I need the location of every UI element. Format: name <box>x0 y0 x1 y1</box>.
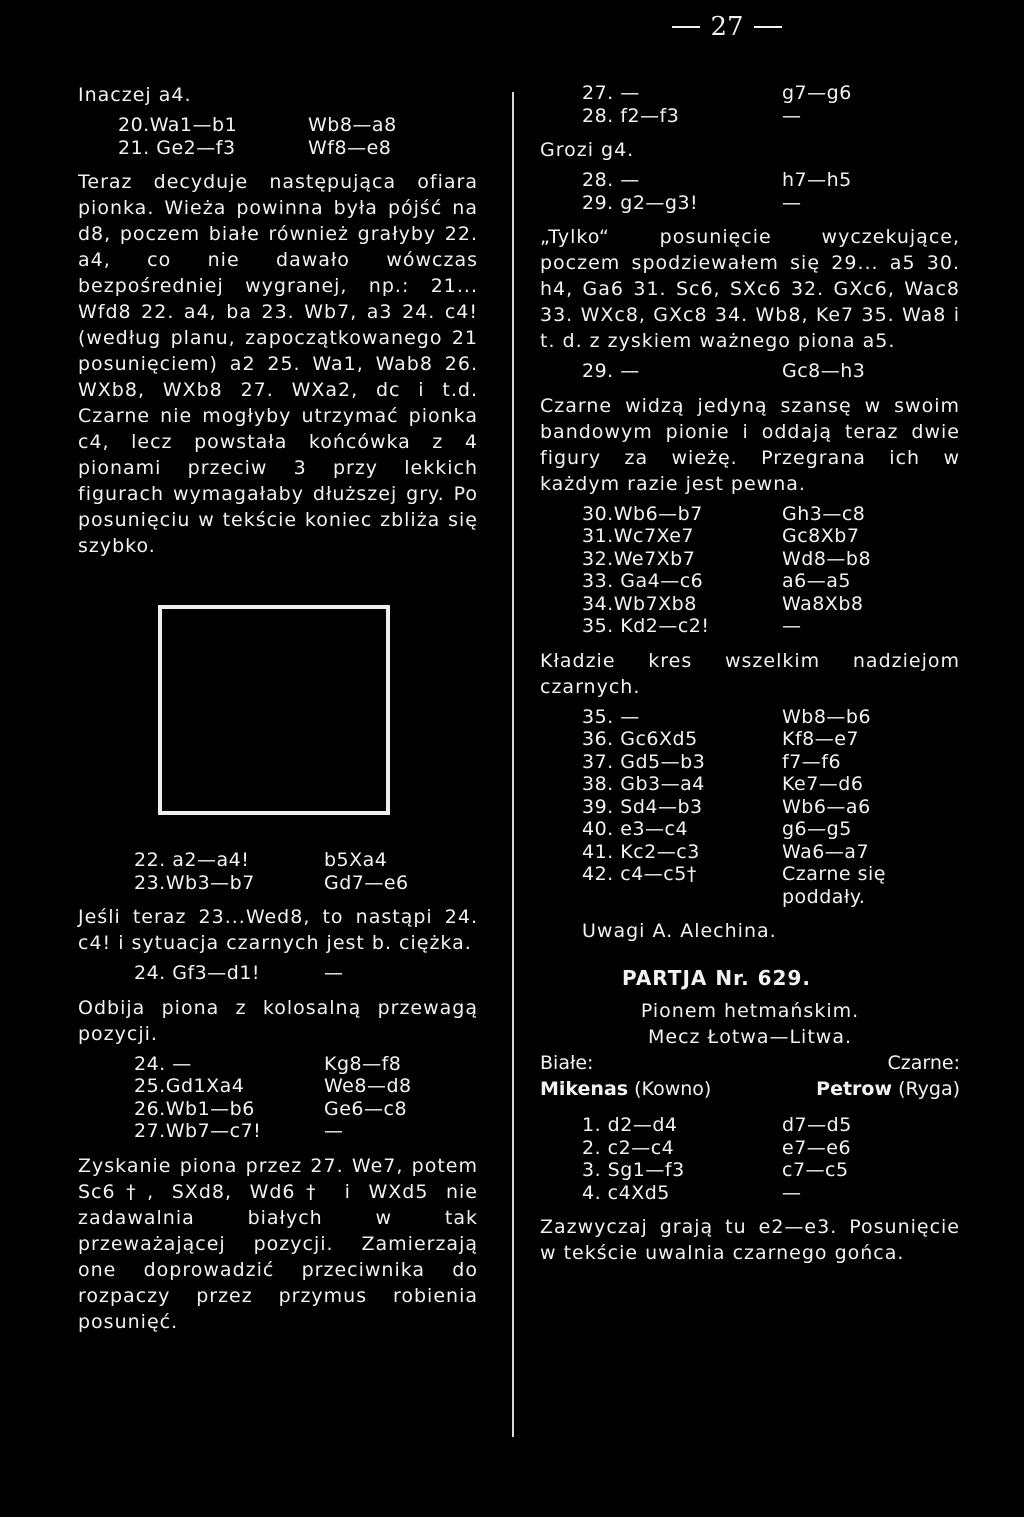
opening-name: Pionem hetmańskim. <box>640 1000 860 1022</box>
move-row: 20.Wa1—b1 Wb8—a8 <box>118 114 397 136</box>
chess-diagram-placeholder <box>158 605 390 815</box>
move-row: 39. Sd4—b3 Wb6—a6 <box>582 795 871 818</box>
move-row: 41. Kc2—c3 Wa6—a7 <box>582 840 870 863</box>
commentary-paragraph: Czarne widzą jedyną szansę w swoim bandowym pionie i oddają teraz dwie figury za wieżę. Przegrana ich w każdym razie jest pewna. <box>540 394 960 495</box>
move-row: 32.We7Xb7 Wd8—b8 <box>582 547 872 570</box>
color-labels <box>540 1050 960 1076</box>
move-row: 33. Ga4—c6 a6—a5 <box>582 570 851 592</box>
move-row: 2. c2—c4 e7—e6 <box>582 1136 852 1159</box>
move-row: 37. Gd5—b3 f7—f6 <box>582 750 842 773</box>
move-list <box>582 1114 960 1204</box>
annotator-credit: Uwagi A. Alechina. <box>582 920 777 942</box>
column-divider <box>512 92 514 1437</box>
move-row: 29. — Gc8—h3 <box>582 360 866 382</box>
move-list <box>582 82 960 127</box>
move-list <box>134 962 478 985</box>
move-row: 31.Wc7Xe7 Gc8Xb7 <box>582 525 860 547</box>
move-row: 25.Gd1Xa4 We8—d8 <box>134 1075 412 1097</box>
game-heading: PARTJA Nr. 629. <box>622 966 811 990</box>
move-row: 1. d2—d4 d7—d5 <box>582 1114 852 1136</box>
black-city: (Ryga) <box>898 1078 960 1100</box>
commentary-paragraph: Zazwyczaj grają tu e2—e3. Posunięcie w tekście uwalnia czarnego gońca. <box>540 1216 960 1264</box>
move-list <box>582 360 960 383</box>
move-row: 34.Wb7Xb8 Wa8Xb8 <box>582 592 864 615</box>
move-row: 40. e3—c4 g6—g5 <box>582 818 852 840</box>
move-row: 4. c4Xd5 — <box>582 1181 802 1204</box>
move-row: 35. — Wb8—b6 <box>582 705 872 728</box>
commentary-paragraph: „Tylko“ posunięcie wyczekujące, poczem spodziewałem się 29... a5 30. h4, Ga6 31. Sc6, SXc6 32. GXc6, Wac8 33. WXc8, GXc8 34. Wb8, Ke7 35. Wa8 i t. d. z zyskiem ważnego piona a5. <box>540 226 960 352</box>
right-column <box>540 82 960 1266</box>
move-row: 27. — g7—g6 <box>582 82 852 104</box>
move-list <box>118 114 478 159</box>
page-number: 27 <box>0 12 1024 42</box>
match-name: Mecz Łotwa—Litwa. <box>647 1026 852 1048</box>
commentary-paragraph: Jeśli teraz 23...Wed8, to nastąpi 24. c4! i sytuacja czarnych jest b. ciężka. <box>78 906 478 954</box>
player-names <box>540 1076 960 1102</box>
black-label: Czarne: <box>887 1052 960 1074</box>
move-row: 35. Kd2—c2! — <box>582 615 802 637</box>
move-row: 23.Wb3—b7 Gd7—e6 <box>134 871 409 894</box>
threat-line: Grozi g4. <box>540 139 635 161</box>
move-row: 38. Gb3—a4 Ke7—d6 <box>582 773 864 795</box>
white-player: Mikenas <box>540 1078 629 1100</box>
intro-line: Inaczej a4. <box>78 84 192 106</box>
move-row: 28. f2—f3 — <box>582 104 802 127</box>
white-label: Białe: <box>540 1052 594 1074</box>
move-row: 28. — h7—h5 <box>582 169 852 191</box>
move-list <box>582 706 960 909</box>
move-list <box>134 1053 478 1143</box>
move-row: 42. c4—c5† Czarne się poddały. <box>582 863 886 908</box>
move-row: 36. Gc6Xd5 Kf8—e7 <box>582 728 860 750</box>
black-player: Petrow <box>816 1078 893 1100</box>
commentary-paragraph: Teraz decyduje następująca ofiara pionka. Wieża powinna była pójść na d8, poczem białe również grałyby 22. a4, co nie dawało wówczas bezpośredniej wygranej, np.: 21... Wfd8 22. a4, ba 23. Wb7, a3 24. c4! (według planu, zapoczątkowanego 21 posunięciem) a2 25. Wa1, Wab8 26. WXb8, WXb8 27. WXa2, dc i t.d. Czarne nie mogłyby utrzymać pionka c4, lecz powstała końcówka z 4 pionami przeciw 3 przy lekkich figurach wymagałaby dłuższej gry. Po posunięciu w tekście koniec zbliża się szybko. <box>78 171 478 557</box>
move-row: 26.Wb1—b6 Ge6—c8 <box>134 1097 408 1120</box>
left-column <box>78 82 478 1335</box>
move-row: 27.Wb7—c7! — <box>134 1120 344 1142</box>
move-list <box>134 849 478 894</box>
commentary-paragraph: Kładzie kres wszelkim nadziejom czarnych. <box>540 649 960 698</box>
move-row: 30.Wb6—b7 Gh3—c8 <box>582 502 866 525</box>
move-row: 24. — Kg8—f8 <box>134 1052 402 1075</box>
move-row: 21. Ge2—f3 Wf8—e8 <box>118 136 392 159</box>
move-row: 3. Sg1—f3 c7—c5 <box>582 1159 849 1181</box>
move-row: 24. Gf3—d1! — <box>134 962 344 984</box>
white-city: (Kowno) <box>634 1078 712 1100</box>
commentary-paragraph: Odbija piona z kolosalną przewagą pozycji. <box>78 996 478 1045</box>
move-list <box>582 503 960 638</box>
move-row: 22. a2—a4! b5Xa4 <box>134 849 388 871</box>
move-row: 29. g2—g3! — <box>582 191 802 214</box>
move-list <box>582 169 960 214</box>
commentary-paragraph: Zyskanie piona przez 27. We7, potem Sc6†, SXd8, Wd6† i WXd5 nie zadawalnia białych w tak przeważającej pozycji. Zamierzają one doprowadzić przeciwnika do rozpaczy przez przymus robienia posunięć. <box>78 1154 478 1333</box>
